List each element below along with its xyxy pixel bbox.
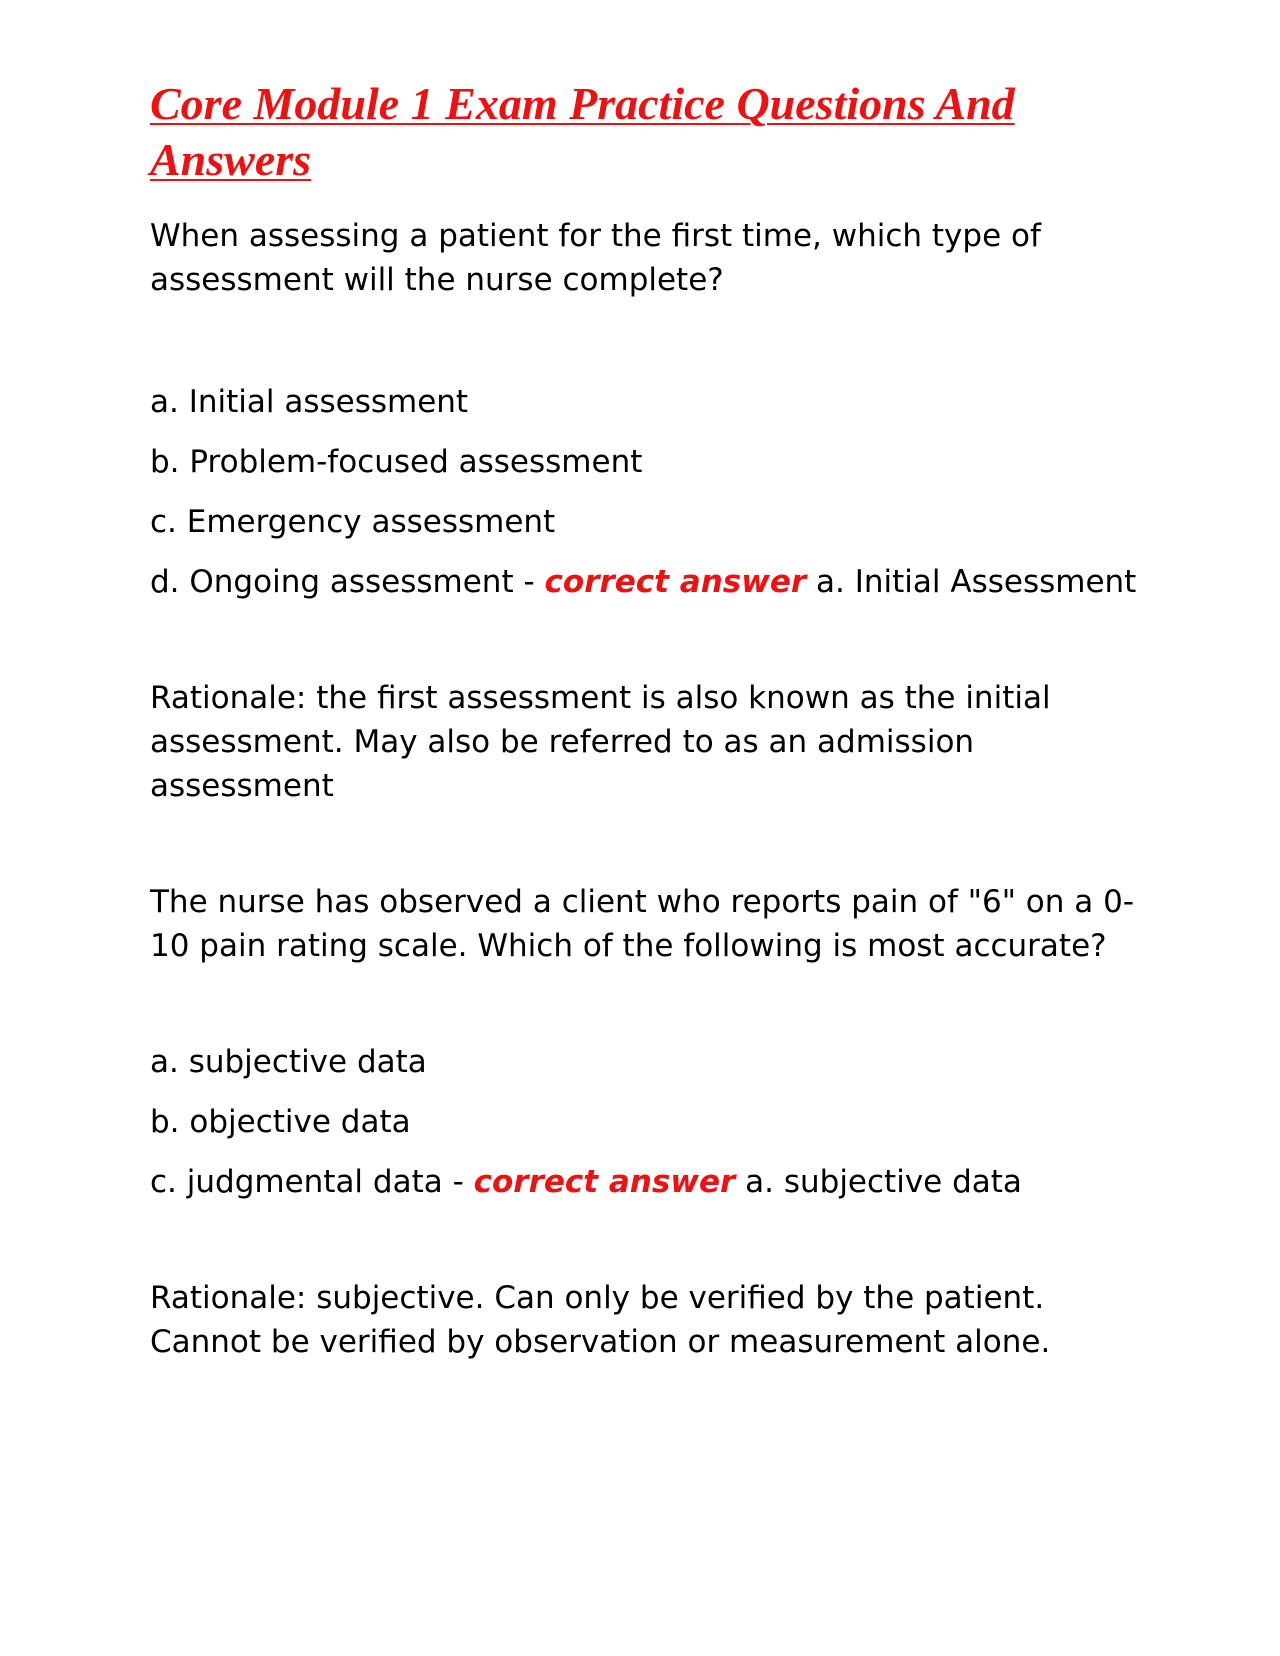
document-title: Core Module 1 Exam Practice Questions And Answers [150,78,1015,185]
q2-rationale: Rationale: subjective. Can only be verified by the patient. Cannot be verified by observation or measurement alone. [150,1280,1051,1360]
q2-option-b: b. objective data [150,1104,411,1140]
q1-option-c: c. Emergency assessment [150,504,556,540]
q1-correct-answer-label: correct answer [544,564,807,600]
q2-option-c: c. judgmental data - [150,1164,474,1200]
q2-option-c-with-answer [150,1160,1140,1204]
q1-answer-text: a. Initial Assessment [806,564,1137,600]
q2-correct-answer-label: correct answer [473,1164,736,1200]
question-1-text: When assessing a patient for the first time, which type of assessment will the nurse complete? [150,218,1041,298]
q1-option-b: b. Problem-focused assessment [150,444,643,480]
q2-option-a: a. subjective data [150,1044,427,1080]
q1-option-d: d. Ongoing assessment - [150,564,545,600]
q2-answer-text: a. subjective data [735,1164,1022,1200]
q1-option-d-with-answer [150,560,1140,604]
q1-rationale: Rationale: the first assessment is also known as the initial assessment. May also be referred to as an admission assessment [150,680,1051,804]
question-2-text: The nurse has observed a client who reports pain of "6" on a 0-10 pain rating scale. Which of the following is most accurate? [150,884,1135,964]
document-content [150,76,1140,1364]
q1-option-a: a. Initial assessment [150,384,469,420]
